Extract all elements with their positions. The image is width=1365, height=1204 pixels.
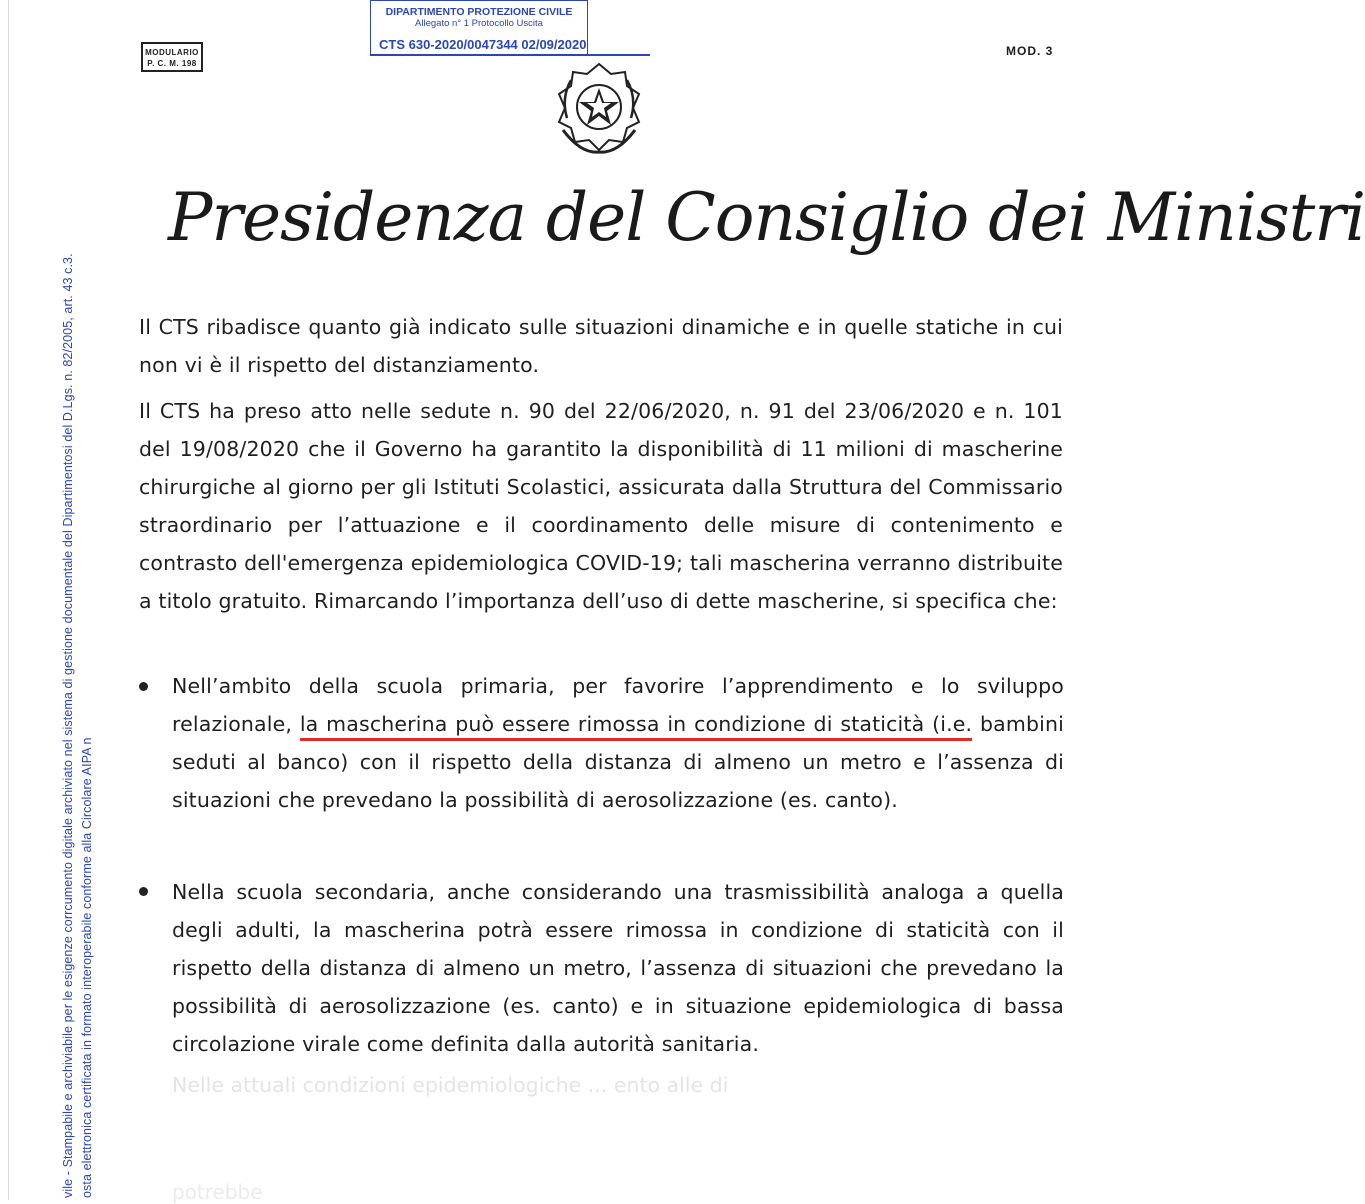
paragraph-1: Il CTS ribadisce quanto già indicato sulle situazioni dinamiche e in quelle statiche in cui non vi è il rispetto del distanziamento. xyxy=(139,315,1063,377)
page-title: Presidenza del Consiglio dei Ministri xyxy=(168,179,1365,256)
bullet-item-primary-school xyxy=(172,667,1064,819)
bullet1-text-start: Nell’ambito della scuola primaria, per favorire l’apprendimento e lo sviluppo relazionale, xyxy=(172,674,1064,736)
bullet1-text-end: bambini seduti al banco) con il rispetto della distanza di almeno un metro e l’assenza di situazioni che prevedano la possibilità di aerosolizzazione (es. canto). xyxy=(172,712,1064,812)
bullet-item-secondary-school: Nella scuola secondaria, anche considerando una trasmissibilità analoga a quella degli adulti, la mascherina potrà essere rimossa in condizione di staticità con il rispetto della distanza di almeno un metro, l’assenza di situazioni che prevedano la possibilità di aerosolizzazione (es. canto) e in situazione epidemiologica di bassa circolazione virale come definita dalla autorità sanitaria. xyxy=(172,880,1064,1056)
page-edge xyxy=(8,0,9,1200)
side-note-line-2: osta elettronica certificata in formato interoperabile conforme alla Circolare AIPA n xyxy=(80,737,94,1198)
side-note-line-1: vile - Stampabile e archiviabile per le esigenze corrcumento digitale archiviato nel sistema di gestione documentale del Dipartimentosi del D.Lgs. n. 82/2005, art. 43 c.3. xyxy=(61,253,75,1198)
faded-text-line: Nelle attuali condizioni epidemiologiche ... ento alle di xyxy=(172,1073,729,1097)
bullet-icon xyxy=(139,887,148,896)
model-number: MOD. 3 xyxy=(1006,44,1054,58)
stamp-attachment: Allegato n° 1 Protocollo Uscita xyxy=(415,18,543,29)
paragraph-2: Il CTS ha preso atto nelle sedute n. 90 del 22/06/2020, n. 91 del 23/06/2020 e n. 101 del 19/08/2020 che il Governo ha garantito la disponibilità di 11 milioni di mascherine chirurgiche al giorno per gli Istituti Scolastici, assicurata dalla Struttura del Commissario straordinario per l’attuazione e il coordinamento delle misure di contenimento e contrasto dell'emergenza epidemiologica COVID-19; tali mascherina verranno distribuite a titolo gratuito. Rimarcando l’importanza dell’uso di dette mascherine, si specifica che: xyxy=(139,399,1063,613)
bullet-icon xyxy=(139,682,148,691)
faded-bottom-text: potrebbe xyxy=(172,1180,263,1204)
stamp-underline xyxy=(370,54,650,56)
stamp-department: DIPARTIMENTO PROTEZIONE CIVILE xyxy=(385,6,573,18)
underlined-highlight: la mascherina può essere rimossa in condizione di staticità (i.e. xyxy=(300,712,972,741)
modulario-box xyxy=(141,42,203,72)
republic-emblem-icon xyxy=(551,58,647,156)
protocol-stamp xyxy=(370,0,588,55)
modulario-code: P. C. M. 198 xyxy=(147,59,197,68)
modulario-label: MODULARIO xyxy=(145,48,199,57)
stamp-protocol-number: CTS 630-2020/0047344 02/09/2020 xyxy=(379,37,587,52)
